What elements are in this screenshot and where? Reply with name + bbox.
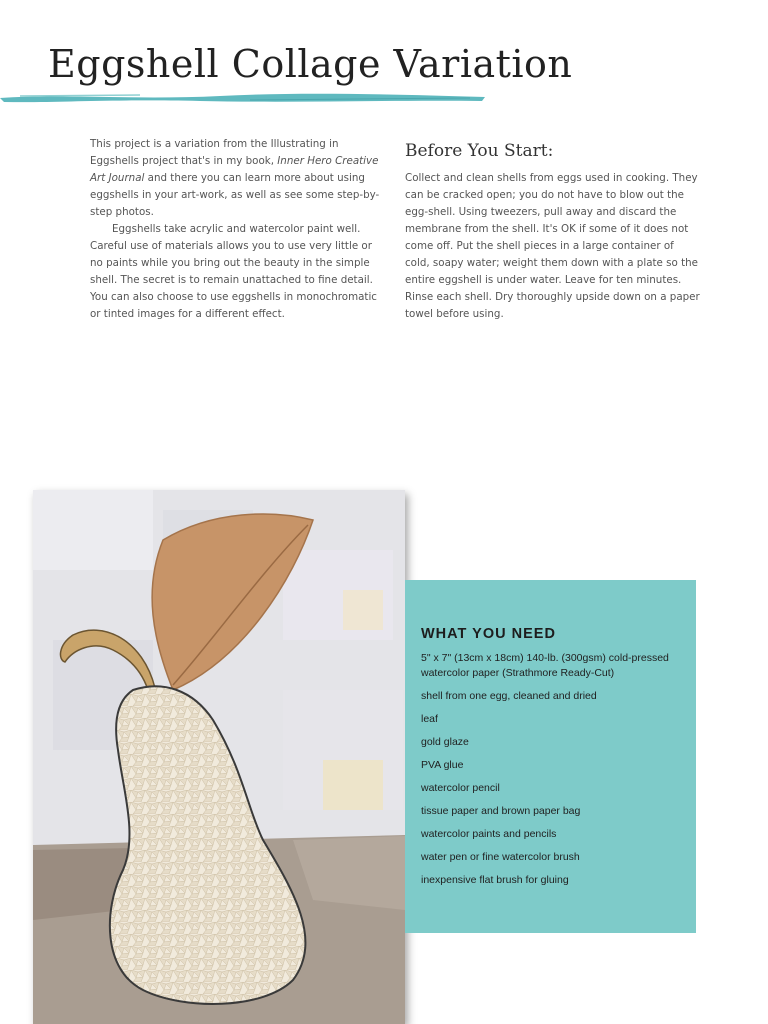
before-you-start-heading: Before You Start: [405, 141, 554, 161]
what-you-need-heading: WHAT YOU NEED [421, 626, 556, 642]
list-item: leaf [421, 713, 438, 725]
brush-stroke-divider [0, 88, 490, 108]
list-item: watercolor paints and pencils [421, 828, 557, 840]
list-item: 5" x 7" (13cm x 18cm) 140-lb. (300gsm) cold-pressed watercolor paper (Strathmore Ready-Cut) [421, 652, 669, 679]
intro-text [90, 136, 382, 323]
list-item: watercolor pencil [421, 782, 500, 794]
book-title: Inner Hero Creative Art Journal [90, 155, 379, 184]
intro-paragraph-2: Eggshells take acrylic and watercolor paint well. Careful use of materials allows you to use very little or no paints while you bring out the beauty in the simple shell. The secret is to remain unattached to fine detail. You can also choose to use eggshells in monochromatic or tinted images for a different effect. [90, 223, 377, 320]
page-title: Eggshell Collage Variation [48, 42, 573, 86]
list-item: gold glaze [421, 736, 469, 748]
materials-list [421, 651, 681, 896]
list-item: water pen or fine watercolor brush [421, 851, 580, 863]
list-item: PVA glue [421, 759, 464, 771]
list-item: shell from one egg, cleaned and dried [421, 690, 597, 702]
list-item: tissue paper and brown paper bag [421, 805, 581, 817]
artwork-image [33, 490, 405, 1024]
intro-paragraph-1: This project is a variation from the Illustrating in Eggshells project that's in my book, Inner Hero Creative Art Journal and there you can learn more about using eggshells in your art-work, as well as see some step-by-step photos. [90, 138, 380, 218]
list-item: inexpensive flat brush for gluing [421, 874, 569, 886]
pear-collage-artwork [33, 490, 405, 1024]
what-you-need-panel [405, 580, 696, 933]
before-you-start-text: Collect and clean shells from eggs used in cooking. They can be cracked open; you do not have to blow out the egg-shell. Using tweezers, pull away and discard the membrane from the shell. It's OK if some of it does not come off. Put the shell pieces in a large container of cold, soapy water; weight them down with a plate so the entire eggshell is under water. Leave for ten minutes. Rinse each shell. Dry thoroughly upside down on a paper towel before using. [405, 172, 700, 320]
